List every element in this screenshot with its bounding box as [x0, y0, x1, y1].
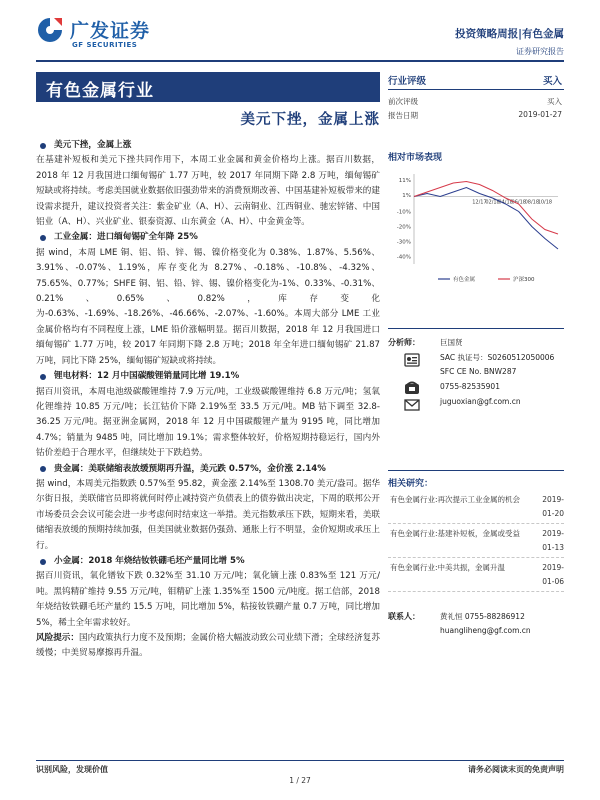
rating-label: 行业评级: [388, 76, 427, 87]
email-icon: [404, 398, 420, 412]
prev-rating-row: [388, 94, 564, 108]
contact-email-row: [388, 625, 564, 640]
section-body: 据 wind，本周 LME 铜、铝、铅、锌、锡、镍价格变化为 0.38%、1.87%、5.56%、3.91%、-0.07%、1.19%，库存变化为 8.27%、-0.18%、-10.8%、-4.32%、75.65%、0.77%；SHFE 铜、铝、铅、锌、锡、镍价格变化为-1%、0.33%、-0.31%、0.21%、0.65%、0.82%，库存变化为-0.63%、-1.69%、-18.26%、-46.66%、-2.07%、-1.60%。本周大部分 LME 工业金属价格均有不同程度上涨，LME 铅价涨幅明显。据百川数据，2018 年 12 月我国进口缅甸锡矿 1.77 万吨，较 2017 年同期下降 2.8 万吨；2018 年全年进口缅甸锡矿 21.87 万吨，同比下降 25%，缅甸锡矿短缺或将持续。: [36, 247, 380, 366]
bullet-icon: [40, 466, 46, 472]
report-headline: 美元下挫，金属上涨: [240, 112, 380, 128]
section-heading: [36, 369, 380, 384]
analyst-info: [388, 336, 564, 411]
section-heading-text: 美元下挫，金属上涨: [54, 140, 132, 150]
contact-label: 联系人：: [388, 612, 420, 621]
industry-title: 有色金属行业: [46, 81, 154, 101]
contact-info: [388, 610, 564, 640]
legend-label: 有色金属: [453, 277, 476, 283]
bullet-icon: [40, 143, 46, 149]
legend-label: 沪深300: [513, 277, 535, 283]
related-item-title[interactable]: 有色金属行业:基建补短板，金属或受益: [390, 529, 521, 538]
section-heading-text: 锂电材料：12 月中国碳酸锂销量同比增 19.1%: [54, 371, 240, 382]
phone-icon: [404, 381, 420, 395]
analyst-sac-row: [388, 351, 564, 366]
license-icon: [404, 353, 420, 367]
related-item[interactable]: [388, 558, 564, 592]
prev-rating-value: 买入: [547, 97, 562, 106]
analyst-email-row: [388, 396, 564, 411]
contact-row: [388, 610, 564, 625]
x-tick-label: 02/18: [485, 199, 500, 206]
section-body: 据百川资讯，本周电池级碳酸锂维持 7.9 万元/吨，工业级碳酸锂维持 6.8 万元/吨；氢氧化锂维持 10.85 万元/吨；长江钴价下降 2.19%至 33.5 万元/吨。MB 钴下调至 32.8-36.25 万元/吨。据亚洲金属网，2018 年 12 月中国碳酸锂产量为 9195 吨，同比增加 4.7%；销量为 9485 吨，同比增加 19.1%；需求整体较好，价格短期持稳运行，国内外钴价差趋于合理水平，但继续处于下跌趋势。: [36, 386, 380, 459]
related-item[interactable]: [388, 490, 564, 524]
analyst-name-row: [388, 336, 564, 351]
report-date-row: [388, 108, 564, 122]
report-date-label: 报告日期: [388, 111, 418, 120]
analyst-name: 巨国贤: [440, 338, 463, 347]
section-heading: [36, 230, 380, 245]
section-heading-text: 工业金属：进口缅甸锡矿全年降 25%: [54, 232, 198, 243]
risk-warning: [36, 631, 380, 662]
section-heading: [36, 138, 380, 153]
y-tick-label: 11%: [398, 178, 411, 184]
analyst-sac: SAC 执证号：S0260512050006: [440, 353, 555, 362]
x-tick-label: 04/18: [498, 199, 513, 206]
y-tick-label: -10%: [396, 209, 411, 216]
analyst-sfc: SFC CE No. BNW287: [440, 367, 517, 376]
industry-title-bar: [36, 72, 380, 102]
contact-email: huangliheng@gf.com.cn: [440, 626, 531, 635]
logo-mark-icon: [36, 16, 64, 44]
prev-rating-label: 前次评级: [388, 97, 418, 106]
rating-value: 买入: [542, 76, 562, 87]
y-tick-label: -30%: [396, 239, 411, 246]
sidebar-divider: [388, 470, 564, 471]
x-tick-label: 08/18: [524, 199, 540, 206]
main-content: [36, 138, 380, 662]
sidebar-divider: [388, 328, 564, 329]
related-item-title[interactable]: 有色金属行业:再次提示工业金属的机会: [390, 495, 521, 504]
x-tick-label: 10/18: [537, 199, 553, 206]
section-body: 在基建补短板和美元下挫共同作用下，本周工业金属和黄金价格均上涨。据百川数据，2018 年 12 月我国进口缅甸锡矿 1.77 万吨，较 2017 年同期下降 2.8 万吨，缅甸锡矿短缺或将持续。考虑美国就业数据依旧强劲带来的消费预期改善、中国基建补短板带来的建设需求提升，建议投资者关注：紫金矿业（A、H）、云南铜业、江西铜业、驰宏锌锗、中国铝业（A、H）、兴业矿业、银泰资源、山东黄金（A、H）、中金黄金等。: [36, 155, 380, 228]
risk-text: 国内政策执行力度不及预期；金属价格大幅波动致公司业绩下滑；全球经济复苏缓慢；中美贸易摩擦再升温。: [36, 633, 380, 659]
y-tick-label: -20%: [396, 224, 411, 231]
page-number: 1 / 27: [289, 776, 311, 785]
analyst-email: juguoxian@gf.com.cn: [440, 397, 521, 406]
x-tick-label: 12/17: [472, 199, 487, 206]
section-body: 据百川资讯，氧化镨钕下跌 0.32%至 31.10 万元/吨；氧化镝上涨 0.83%至 121 万元/吨。黑钨精矿维持 9.55 万元/吨，钼精矿上涨 1.35%至 1500 元/吨度。据工信部，2018 年烧结钕铁硼毛坯产量约 15.5 万吨，同比增加 5%，粘接钕铁硼产量 0.7 万吨，同比增加 5%，稀土全年需求较好。: [36, 571, 380, 628]
report-type: 投资策略周报|有色金属: [455, 28, 564, 40]
related-item-date: 2019-01-13: [542, 529, 564, 552]
footer-disclaimer: 请务必阅读末页的免责声明: [468, 765, 564, 774]
related-item-date: 2019-01-20: [542, 495, 564, 518]
y-tick-label: 1%: [402, 193, 411, 199]
analyst-sfc-row: [388, 366, 564, 381]
y-tick-label: -40%: [396, 254, 411, 261]
analyst-phone: 0755-82535901: [440, 382, 500, 391]
report-date-value: 2019-01-27: [518, 110, 562, 119]
header-divider: [36, 60, 564, 62]
bullet-icon: [40, 559, 46, 565]
section-heading: [36, 462, 380, 477]
logo-text-en: GF SECURITIES: [72, 41, 138, 49]
analyst-label: 分析师：: [388, 338, 420, 347]
related-item-title[interactable]: 有色金属行业:中美共振，金属升温: [390, 563, 506, 572]
risk-label: 风险提示：: [36, 633, 79, 643]
bullet-icon: [40, 235, 46, 241]
related-research-list: [388, 490, 564, 592]
related-item[interactable]: [388, 524, 564, 558]
footer-divider: [36, 760, 564, 761]
section-body: 据 wind，本周美元指数跌 0.57%至 95.82，黄金涨 2.14%至 1308.70 美元/盎司。据华尔街日报，美联储官员即将就何时停止减持资产负债表上的债券做出决定，下周的联邦公开市场委员会会议可能会进一步考虑何时结束这一举措。美元指数承压下跌，短期来看，美联储缩表放缓的预期持续加强，但美国就业数据仍强劲、通胀上行不明显，金价短期或承压上行。: [36, 478, 380, 551]
related-research-title: 相关研究：: [388, 479, 434, 489]
x-tick-label: 06/18: [511, 199, 526, 206]
relative-performance-chart: [388, 168, 564, 288]
report-class: 证券研究报告: [516, 47, 564, 56]
analyst-phone-row: [388, 381, 564, 396]
footer-slogan: 识别风险，发现价值: [36, 765, 108, 774]
rating-header: [388, 72, 564, 90]
series-line-1: [414, 182, 558, 235]
contact-name-phone: 黄礼恒 0755-88286912: [440, 612, 525, 621]
section-heading: [36, 554, 380, 569]
section-heading-text: 小金属：2018 年烧结钕铁硼毛坯产量同比增 5%: [54, 555, 245, 566]
related-item-date: 2019-01-06: [542, 563, 564, 586]
performance-title: 相对市场表现: [388, 153, 443, 163]
logo-text-cn: 广发证券: [70, 20, 151, 42]
bullet-icon: [40, 374, 46, 380]
company-logo: [36, 14, 176, 52]
section-heading-text: 贵金属：美联储缩表放缓预期再升温，美元跌 0.57%，金价涨 2.14%: [54, 463, 326, 474]
rating-panel: [388, 72, 564, 122]
